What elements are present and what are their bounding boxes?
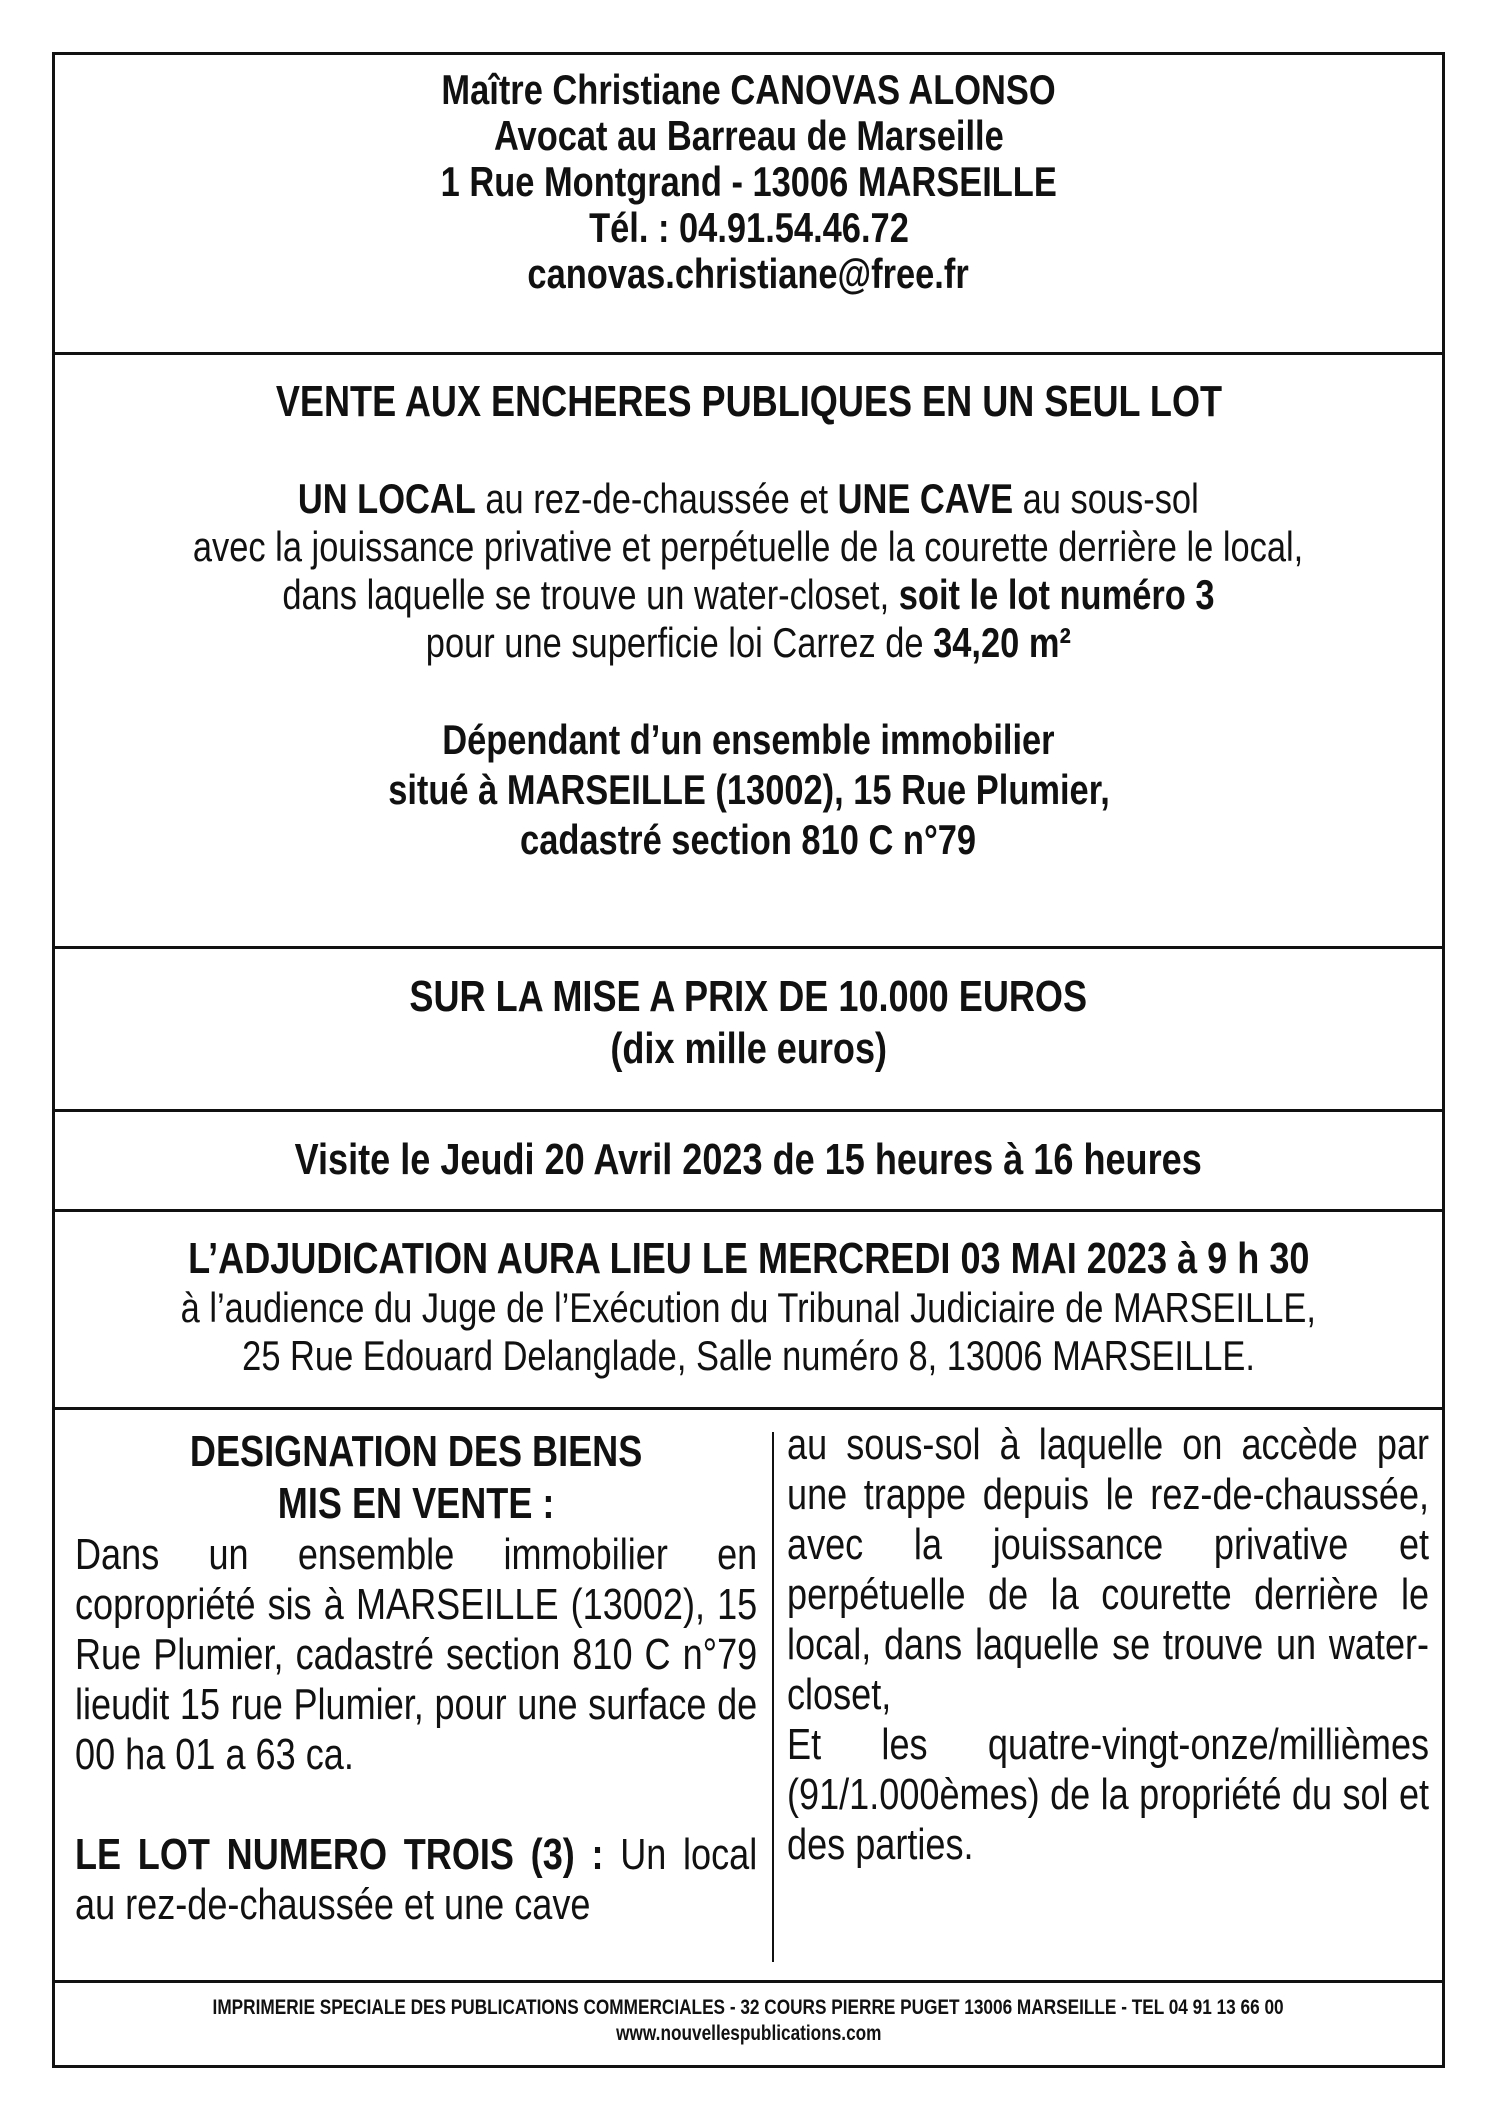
lawyer-address: 1 Rue Montgrand - 13006 MARSEILLE: [440, 158, 1057, 205]
printer-line: IMPRIMERIE SPECIALE DES PUBLICATIONS COMMERCIALES - 32 COURS PIERRE PUGET 13006 MARSEILLE - TEL 04 91 13 66 00: [212, 1996, 1285, 2019]
lawyer-title: Avocat au Barreau de Marseille: [493, 112, 1004, 159]
lot-paragraph: LE LOT NUMERO TROIS (3) : Un local au rez-de-chaussée et une cave: [75, 1830, 757, 1929]
lot-continuation: au sous-sol à laquelle on accède par une trappe depuis le rez-de-chaussée, avec la jouissance privative et perpétuelle de la courette derrière le local, dans laquelle se trouve un water-closet,: [787, 1420, 1429, 1719]
sale-title: VENTE AUX ENCHERES PUBLIQUES EN UN SEUL LOT: [275, 377, 1222, 426]
sale-description: [55, 355, 1442, 949]
lawyer-header: [55, 55, 1442, 355]
lawyer-email: canovas.christiane@free.fr: [527, 250, 970, 297]
price-line-1: SUR LA MISE A PRIX DE 10.000 EUROS: [409, 972, 1088, 1021]
lawyer-phone: Tél. : 04.91.54.46.72: [588, 204, 909, 251]
printer-website: www.nouvellespublications.com: [615, 2022, 882, 2045]
price-line-2: (dix mille euros): [610, 1024, 887, 1073]
sale-line-2: avec la jouissance privative et perpétuelle de la courette derrière le local,: [193, 523, 1304, 570]
visit-info: [55, 1112, 1442, 1212]
dependency-line-1: Dépendant d’un ensemble immobilier: [442, 716, 1055, 763]
adjudication-title: L’ADJUDICATION AURA LIEU LE MERCREDI 03 MAI 2023 à 9 h 30: [187, 1234, 1310, 1283]
designation-right-column: [787, 1410, 1429, 1980]
designation-section: [55, 1410, 1442, 1983]
lot-label: LE LOT NUMERO TROIS (3) :: [75, 1830, 604, 1879]
sale-line-4: pour une superficie loi Carrez de 34,20 m²: [425, 619, 1072, 666]
adjudication-line-2: 25 Rue Edouard Delanglade, Salle numéro 8, 13006 MARSEILLE.: [242, 1332, 1255, 1379]
ownership-share: Et les quatre-vingt-onze/millièmes (91/1.000èmes) de la propriété du sol et des parties.: [787, 1720, 1429, 1869]
visit-text: Visite le Jeudi 20 Avril 2023 de 15 heures à 16 heures: [294, 1135, 1203, 1184]
lawyer-name: Maître Christiane CANOVAS ALONSO: [441, 66, 1056, 113]
dependency-line-2: situé à MARSEILLE (13002), 15 Rue Plumier,: [387, 766, 1110, 813]
printer-footer: [55, 1983, 1442, 2068]
dependency-line-3: cadastré section 810 C n°79: [520, 816, 977, 863]
column-divider: [772, 1432, 774, 1962]
designation-heading: DESIGNATION DES BIENS MIS EN VENTE :: [189, 1427, 643, 1528]
notice-frame: [52, 52, 1445, 2068]
sale-line-1: UN LOCAL au rez-de-chaussée et UNE CAVE au sous-sol: [298, 475, 1199, 522]
designation-left-column: [75, 1410, 757, 1980]
starting-price: [55, 949, 1442, 1112]
designation-paragraph: Dans un ensemble immobilier en copropriété sis à MARSEILLE (13002), 15 Rue Plumier, cadastré section 810 C n°79 lieudit 15 rue Plumier, pour une surface de 00 ha 01 a 63 ca.: [75, 1530, 757, 1779]
adjudication-line-1: à l’audience du Juge de l’Exécution du Tribunal Judiciaire de MARSEILLE,: [180, 1284, 1317, 1331]
adjudication-info: [55, 1212, 1442, 1410]
sale-line-3: dans laquelle se trouve un water-closet, soit le lot numéro 3: [282, 571, 1215, 618]
